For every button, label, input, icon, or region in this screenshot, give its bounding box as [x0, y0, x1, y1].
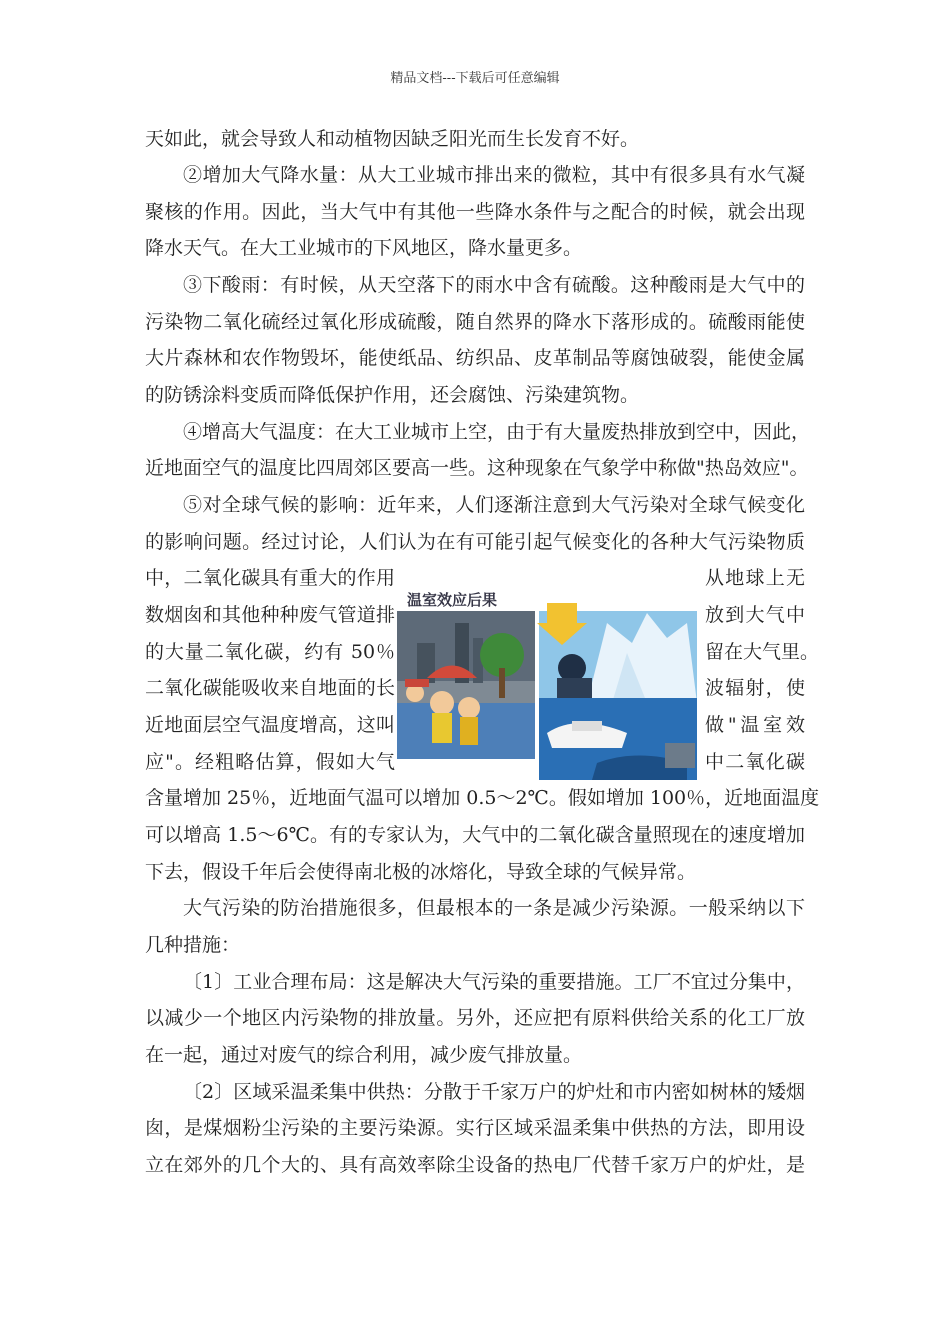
greenhouse-illustration-svg — [397, 583, 697, 780]
text-line: 聚核的作用。因此，当大气中有其他一些降水条件与之配合的时候，就会出现 — [145, 201, 805, 223]
text-line: 在一起，通过对废气的综合利用，减少废气排放量。 — [145, 1044, 583, 1066]
text-line: 的防锈涂料变质而降低保护作用，还会腐蚀、污染建筑物。 — [145, 384, 640, 406]
text-line: 以减少一个地区内污染物的排放量。另外，还应把有原料供给关系的化工厂放 — [145, 1007, 805, 1029]
page-header: 精品文档---下载后可任意编辑 — [390, 71, 560, 86]
greenhouse-effect-illustration — [397, 583, 697, 780]
text-line: 天如此，就会导致人和动植物因缺乏阳光而生长发育不好。 — [145, 128, 640, 150]
text-line: 应"。经粗略估算，假如大气 — [145, 751, 395, 773]
text-line: 可以增高 1.5～6℃。有的专家认为，大气中的二氧化碳含量照现在的速度增加 — [145, 824, 805, 846]
text-line: 的大量二氧化碳，约有 50％ — [145, 641, 395, 663]
text-line: 大片森林和农作物毁坏，能使纸品、纺织品、皮革制品等腐蚀破裂，能使金属 — [145, 347, 805, 369]
text-line: 立在郊外的几个大的、具有高效率除尘设备的热电厂代替千家万户的炉灶，是 — [145, 1154, 805, 1176]
text-line: 下去，假设千年后会使得南北极的冰熔化，导致全球的气候异常。 — [145, 861, 697, 883]
text-line: ③下酸雨：有时候，从天空落下的雨水中含有硫酸。这种酸雨是大气中的 — [183, 274, 805, 296]
text-line: 近地面层空气温度增高，这叫 — [145, 714, 395, 736]
text-line: 近地面空气的温度比四周郊区要高一些。这种现象在气象学中称做"热岛效应"。 — [145, 457, 809, 479]
text-line: ⑤对全球气候的影响：近年来，人们逐渐注意到大气污染对全球气候变化 — [183, 494, 805, 516]
text-line: 污染物二氧化硫经过氧化形成硫酸，随自然界的降水下落形成的。硫酸雨能使 — [145, 311, 805, 333]
text-line: 从地球上无 — [705, 567, 805, 589]
text-line: 的影响问题。经过讨论，人们认为在有可能引起气候变化的各种大气污染物质 — [145, 531, 805, 553]
text-line: 囱，是煤烟粉尘污染的主要污染源。实行区域采温柔集中供热的方法，即用设 — [145, 1117, 805, 1139]
text-line: 数烟囱和其他种种废气管道排 — [145, 604, 395, 626]
text-line: 〔1〕工业合理布局：这是解决大气污染的重要措施。工厂不宜过分集中， — [183, 971, 805, 993]
text-line: 几种措施： — [145, 934, 241, 956]
text-line: 〔2〕区域采温柔集中供热：分散于千家万户的炉灶和市内密如树林的矮烟 — [183, 1081, 805, 1103]
text-line: 放到大气中 — [705, 604, 805, 626]
text-line: 大气污染的防治措施很多，但最根本的一条是减少污染源。一般采纳以下 — [183, 897, 805, 919]
text-line: 做"温室效 — [705, 714, 805, 736]
text-line: 中二氧化碳 — [705, 751, 805, 773]
text-line: 中，二氧化碳具有重大的作用 — [145, 567, 395, 589]
text-line: ④增高大气温度：在大工业城市上空，由于有大量废热排放到空中，因此， — [183, 421, 811, 443]
text-line: 降水天气。在大工业城市的下风地区，降水量更多。 — [145, 237, 583, 259]
text-line: 留在大气里。 — [705, 641, 820, 663]
text-line: ②增加大气降水量：从大工业城市排出来的微粒，其中有很多具有水气凝 — [183, 164, 805, 186]
text-line: 波辐射，使 — [705, 677, 805, 699]
figure-caption: 温室效应后果 — [407, 591, 498, 609]
text-line: 含量增加 25％，近地面气温可以增加 0.5～2℃。假如增加 100％，近地面温度 — [145, 787, 820, 809]
text-line: 二氧化碳能吸收来自地面的长 — [145, 677, 395, 699]
